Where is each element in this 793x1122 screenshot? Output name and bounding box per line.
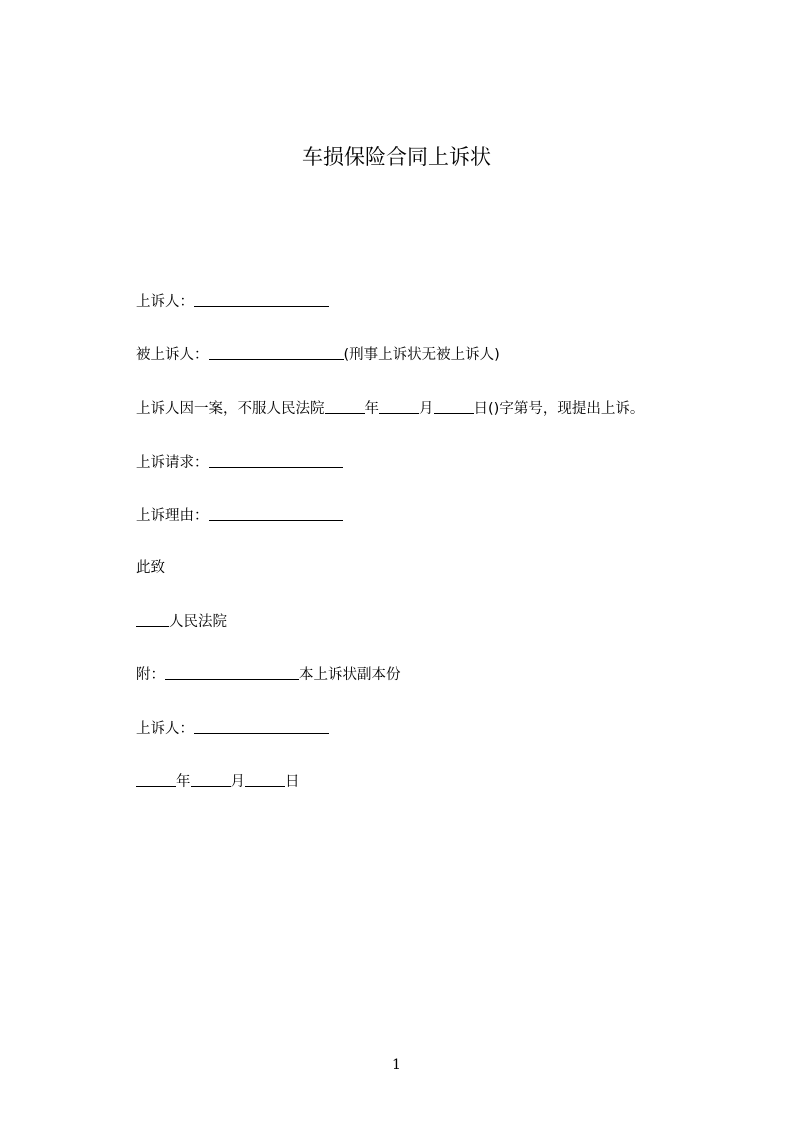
request-blank	[209, 453, 343, 468]
court-suffix: 人民法院	[169, 614, 227, 630]
attachment-blank	[165, 665, 299, 680]
date-month-char: 月	[230, 774, 245, 790]
date-year-blank	[136, 772, 176, 787]
case-day-char: 日	[473, 401, 488, 417]
attachment-label: 附：	[136, 667, 165, 683]
appellant-label: 上诉人：	[136, 294, 194, 310]
request-line	[136, 452, 343, 473]
case-year-char: 年	[364, 401, 379, 417]
attachment-line	[136, 664, 401, 685]
case-month-char: 月	[419, 401, 434, 417]
court-line	[136, 611, 227, 632]
signature-line	[136, 718, 329, 739]
reason-blank	[209, 506, 343, 521]
salutation-line	[136, 558, 165, 578]
signature-blank	[194, 719, 329, 734]
court-blank	[136, 612, 169, 627]
signature-label: 上诉人：	[136, 721, 194, 737]
date-line	[136, 771, 300, 792]
appellee-line	[136, 344, 500, 365]
date-year-char: 年	[176, 774, 191, 790]
request-label: 上诉请求：	[136, 455, 209, 471]
date-month-blank	[191, 772, 231, 787]
appellee-label: 被上诉人：	[136, 347, 209, 363]
appellee-blank	[209, 345, 344, 360]
case-prefix: 上诉人因一案，不服人民法院	[136, 401, 325, 417]
date-day-blank	[245, 772, 285, 787]
appellant-line	[136, 291, 329, 312]
appellant-blank	[194, 292, 329, 307]
appellee-note: (刑事上诉状无被上诉人)	[343, 347, 500, 363]
case-month-blank	[379, 399, 419, 414]
case-day-blank	[434, 399, 474, 414]
date-day-char: 日	[285, 774, 300, 790]
case-year-blank	[325, 399, 365, 414]
page-number: 1	[392, 1057, 401, 1073]
case-suffix: ()字第号，现提出上诉。	[488, 401, 645, 417]
salutation-text: 此致	[136, 560, 165, 576]
attachment-suffix: 本上诉状副本份	[299, 667, 401, 683]
document-title: 车损保险合同上诉状	[302, 145, 491, 169]
reason-label: 上诉理由：	[136, 508, 209, 524]
reason-line	[136, 505, 343, 526]
case-line	[136, 398, 644, 419]
